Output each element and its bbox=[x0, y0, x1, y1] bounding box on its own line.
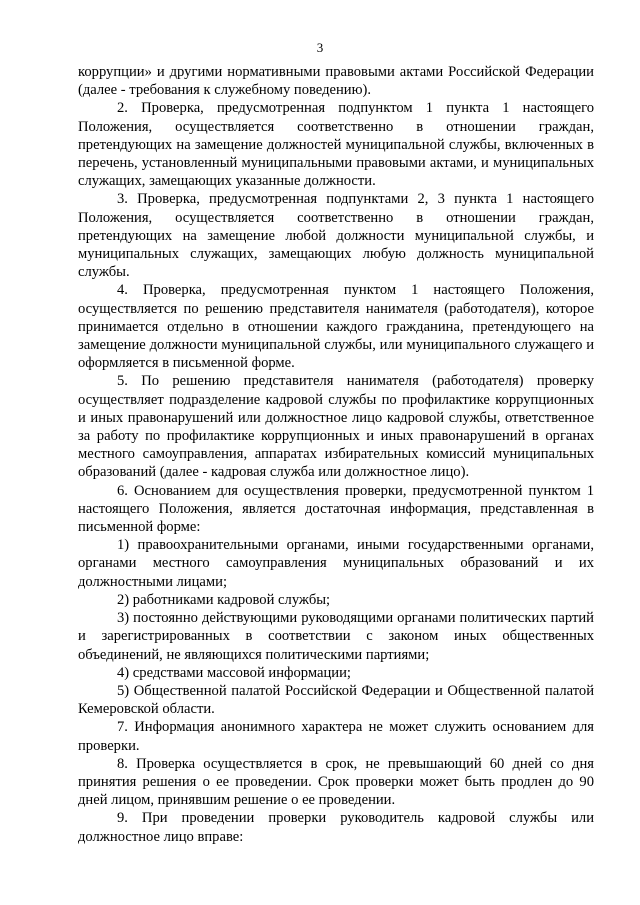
paragraph-item-2: 2. Проверка, предусмотренная подпунктом 1 пункта 1 настоящего Положения, осуществляется соответственно в отношении граждан, претендующих на замещение должностей муниципальной службы, включенных в перечень, установленный муниципальными правовыми актами, и муниципальных служащих, замещающих указанные должности. bbox=[78, 100, 594, 190]
subitem-6-4: 4) средствами массовой информации; bbox=[117, 664, 351, 681]
paragraph-item-8: 8. Проверка осуществляется в срок, не превышающий 60 дней со дня принятия решения о ее проведении. Срок проверки может быть продлен до 90 дней лицом, принявшим решение о ее проведении. bbox=[78, 755, 594, 809]
paragraph-item-3: 3. Проверка, предусмотренная подпунктами 2, 3 пункта 1 настоящего Положения, осуществляется соответственно в отношении граждан, претендующих на замещение любой должности муниципальной службы, и муниципальных служащих, замещающих любую должность муниципальной службы. bbox=[78, 191, 594, 281]
page-number: 3 bbox=[316, 40, 324, 55]
paragraph-item-7: 7. Информация анонимного характера не может служить основанием для проверки. bbox=[78, 719, 594, 754]
paragraph-item-5: 5. По решению представителя нанимателя (работодателя) проверку осуществляет подразделение кадровой службы по профилактике коррупционных и иных правонарушений или должностное лицо кадровой службы, ответственное за работу по профилактике коррупционных и иных правонарушений в органах местного самоуправления, аппаратах избирательных комиссий муниципальных образований (далее - кадровая служба или должностное лицо). bbox=[78, 373, 594, 481]
paragraph-item-4: 4. Проверка, предусмотренная пунктом 1 настоящего Положения, осуществляется по решению представителя нанимателя (работодателя), которое принимается отдельно в отношении каждого гражданина, претендующего на замещение должности муниципальной службы, или муниципального служащего и оформляется в письменной форме. bbox=[78, 282, 594, 372]
document-body bbox=[78, 63, 594, 846]
subitem-6-3: 3) постоянно действующими руководящими органами политических партий и зарегистрированных в соответствии с законом иных общественных объединений, не являющихся политическими партиями; bbox=[78, 610, 594, 663]
paragraph-continuation: коррупции» и другими нормативными правовыми актами Российской Федерации (далее - требования к служебному поведению). bbox=[78, 64, 594, 99]
paragraph-item-9: 9. При проведении проверки руководитель кадровой службы или должностное лицо вправе: bbox=[78, 810, 594, 845]
subitem-6-2: 2) работниками кадровой службы; bbox=[117, 591, 331, 608]
subitem-6-1: 1) правоохранительными органами, иными государственными органами, органами местного самоуправления муниципальных образований и их должностными лицами; bbox=[78, 537, 594, 590]
subitem-6-5: 5) Общественной палатой Российской Федерации и Общественной палатой Кемеровской области. bbox=[78, 682, 594, 718]
paragraph-item-6: 6. Основанием для осуществления проверки, предусмотренной пунктом 1 настоящего Положения, является достаточная информация, представленная в письменной форме: bbox=[78, 482, 594, 536]
